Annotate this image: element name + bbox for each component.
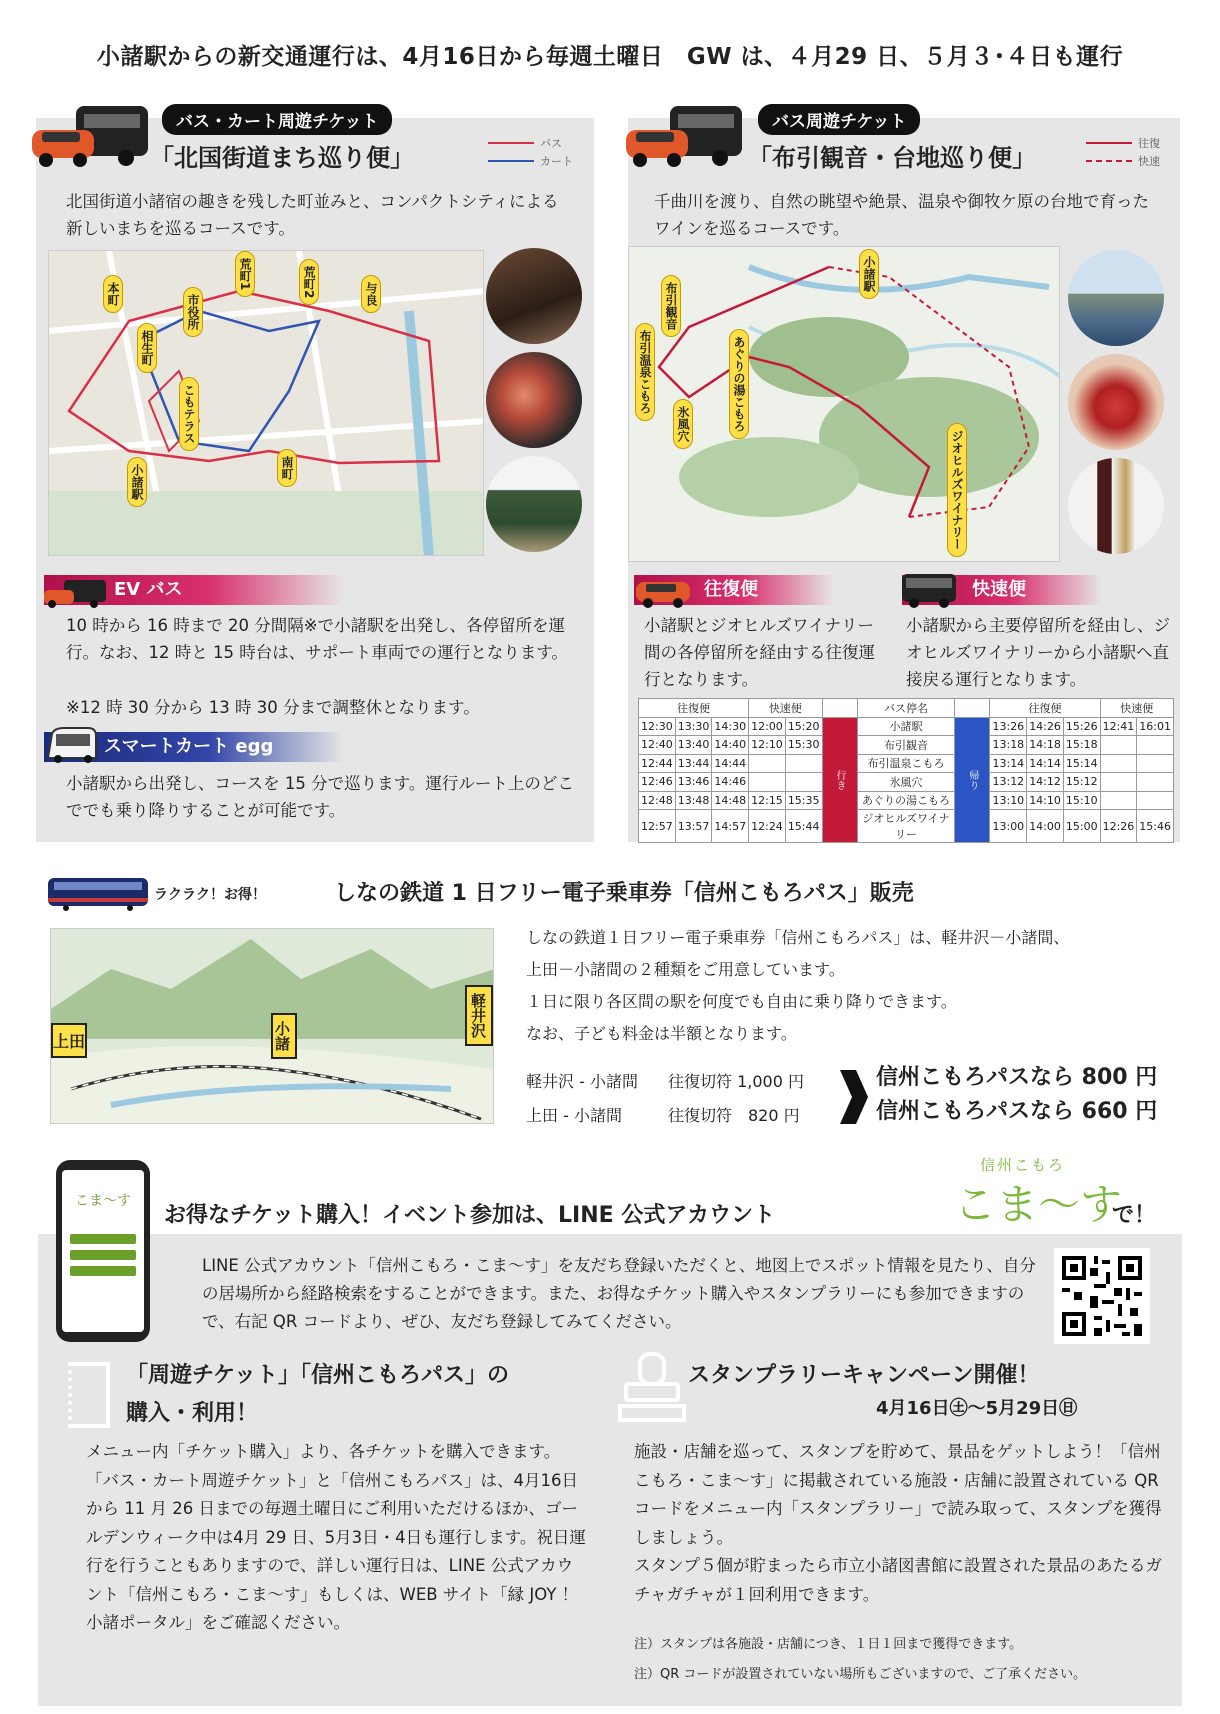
phone-button-1 [70,1234,136,1244]
legend-bus: バス [488,134,573,152]
stop-komoterasu: こもテラス [179,377,199,451]
th-gap-left [822,699,857,718]
timetable [638,698,1174,843]
go-round-time: 13:48 [675,791,712,810]
right-route-desc: 千曲川を渡り、自然の眺望や絶景、温泉や御牧ケ原の台地で育ったワインを巡るコースです。 [654,192,1149,238]
stop-name-cell: ジオヒルズワイナリー [857,810,955,843]
left-route-desc: 北国街道小諸宿の趣きを残した町並みと、コンパクトシティによる新しいまちを巡るコースです。 [66,192,559,238]
pass-price-1: 信州こもろパスなら 800 円 [876,1065,1158,1090]
th-right-round: 往復便 [990,699,1100,718]
stamp-title: スタンプラリーキャンペーン開催！ [688,1363,1040,1388]
go-express-time: 15:44 [785,810,822,843]
arrow-right-icon [836,1064,870,1130]
stop-aguri-no-yu: あぐりの湯こもろ [729,329,749,439]
stop-aramachi2: 荒町2 [299,259,319,305]
qr-code-icon[interactable] [1054,1248,1150,1344]
th-stop: バス停名 [857,699,955,718]
railway-line-4: なお、子ども料金は半額となります。 [526,1024,797,1043]
left-ticket-pill: バス・カート周遊チケット [162,104,392,135]
purchase-title-2: 購入・利用！ [126,1401,259,1426]
go-express-time: 12:10 [749,736,786,755]
go-express-time: 12:00 [749,717,786,736]
legend-line-blue [488,160,534,162]
photo-wine [1068,458,1164,554]
brand-small: 信州こもろ [980,1156,1066,1174]
back-round-time: 15:14 [1063,754,1100,773]
price-normal-2: 往復切符 820 円 [668,1106,800,1125]
timetable-header-row [639,699,1174,718]
photo-food [486,352,582,448]
go-express-time [749,773,786,792]
stamp-note-1: 注）スタンプは各施設・店舗につき、１日１回まで獲得できます。 [634,1637,1023,1652]
back-express-time: 16:01 [1137,717,1174,736]
round-trip-bar: 往復便 [634,575,834,605]
back-round-time: 13:12 [990,773,1027,792]
map-label-karuizawa: 軽井沢 [465,985,493,1046]
legend-line-red [488,142,534,144]
stop-honmachi: 本町 [103,275,123,313]
page-title: 小諸駅からの新交通運行は、4月16日から毎週土曜日 GW は、４月29 日、５月３･４日も運行 [96,44,1124,70]
purchase-title-1: 「周遊チケット」「信州こもろパス」の [126,1363,510,1388]
go-round-time: 13:57 [675,810,712,843]
go-express-time: 12:24 [749,810,786,843]
stop-komoro-station: 小諸駅 [127,457,147,507]
express-bar: 快速便 [902,575,1102,605]
back-express-time [1137,773,1174,792]
photo-pine [486,456,582,552]
left-legend [488,134,573,170]
legend-cart: カート [488,152,573,170]
right-route-title: 「布引観音・台地巡り便」 [748,144,1036,172]
stop-name-cell: 布引観音 [857,736,955,755]
stop-hyofuketsu: 氷風穴 [673,399,693,449]
go-round-time: 14:48 [712,791,749,810]
stamp-note-2: 注）QR コードが設置されていない場所もございますので、ご了承ください。 [634,1667,1087,1682]
stop-nunobiki-onsen: 布引温泉こもろ [635,323,655,421]
go-round-time: 12:40 [639,736,676,755]
train-icon [46,872,150,912]
go-express-time [785,754,822,773]
go-round-time: 13:40 [675,736,712,755]
photo-townscape [486,248,582,344]
timetable-row [639,791,1174,810]
left-route-title: 「北国街道まち巡り便」 [150,144,414,172]
ev-bus-bar: EV バス [44,575,344,605]
photo-river [1068,250,1164,346]
back-express-time: 15:46 [1137,810,1174,843]
phone-button-3 [70,1266,136,1276]
go-round-time: 12:57 [639,810,676,843]
stop-aioicho: 相生町 [137,323,157,373]
back-round-time: 13:10 [990,791,1027,810]
stop-aramachi1: 荒町1 [235,251,255,297]
back-express-time [1137,754,1174,773]
timetable-row [639,717,1174,736]
go-express-time: 12:15 [749,791,786,810]
price-route-1: 軽井沢 - 小諸間 [526,1072,638,1091]
purchase-body: メニュー内「チケット購入」より、各チケットを購入できます。 「バス・カート周遊チケット」と「信州こもろパス」は、4月16日から 11 月 26 日までの毎週土曜日にご利用いただけるほか、ゴールデンウィーク中は4月 29 日、5月3日・4日も運行します。祝日運行を行うこともありますので、詳しい運行日は、LINE 公式アカウント「信州こもろ・こま〜す」もしくは、WEB サイト「縁 JOY ！小諸ポータル」をご確認ください。 [86,1442,586,1632]
go-round-time: 12:48 [639,791,676,810]
back-express-time [1137,791,1174,810]
timetable-row [639,810,1174,843]
round-trip-car-icon [632,572,694,608]
express-bus-icon [898,570,960,608]
line-title-suffix: で！ [1112,1203,1157,1228]
railway-map [50,928,494,1124]
ev-bus-icon [42,578,108,608]
railway-title: しなの鉄道 1 日フリー電子乗車券「信州こもろパス」販売 [334,881,914,906]
back-round-time: 15:12 [1063,773,1100,792]
back-round-time: 14:12 [1027,773,1064,792]
railway-tag: ラクラク！お得！ [154,887,266,903]
phone-button-2 [70,1250,136,1260]
stop-name-cell: 布引温泉こもろ [857,754,955,773]
price-normal-1: 往復切符 1,000 円 [668,1072,804,1091]
right-ticket-pill: バス周遊チケット [758,104,920,135]
left-route-map [48,250,484,556]
go-round-time: 14:44 [712,754,749,773]
go-direction-arrow: 行き [822,717,857,843]
back-round-time: 15:26 [1063,717,1100,736]
back-express-time [1100,736,1137,755]
timetable-row [639,736,1174,755]
go-round-time: 13:44 [675,754,712,773]
back-round-time: 15:10 [1063,791,1100,810]
railway-line-2: 上田－小諸間の２種類をご用意しています。 [526,960,845,979]
right-route-map [628,246,1060,562]
smart-cart-text: 小諸駅から出発し、コースを 15 分で巡ります。運行ルート上のどこででも乗り降りすることが可能です。 [66,774,574,820]
stop-name-cell: あぐりの湯こもろ [857,791,955,810]
ev-bus-note: ※12 時 30 分から 13 時 30 分まで調整休となります。 [66,698,480,717]
timetable-row [639,773,1174,792]
back-round-time: 14:00 [1027,810,1064,843]
stamp-icon [616,1350,688,1428]
railway-desc [526,922,1186,1050]
go-express-time: 15:35 [785,791,822,810]
stamp-body: 施設・店舗を巡って、スタンプを貯めて、景品をゲットしよう！「信州こもろ・こま〜す」に掲載されている施設・店舗に設置されている QR コードをメニュー内「スタンプラリー」で読み取って、スタンプを獲得しましょう。 スタンプ５個が貯まったら市立小諸図書館に設置された景品のあたるガチャガチャが１回利用できます。 [634,1442,1162,1604]
back-round-time: 13:14 [990,754,1027,773]
back-express-time [1100,791,1137,810]
map-label-komoro: 小諸 [271,1013,297,1059]
back-round-time: 15:18 [1063,736,1100,755]
go-round-time: 14:57 [712,810,749,843]
stamp-date: 4月16日㊏〜5月29日㊐ [876,1398,1078,1419]
line-title: お得なチケット購入！イベント参加は、LINE 公式アカウント [164,1203,776,1228]
brand-logo: こま〜す [954,1180,1123,1229]
railway-line-3: １日に限り各区間の駅を何度でも自由に乗り降りできます。 [526,992,957,1011]
back-round-time: 14:10 [1027,791,1064,810]
th-left-express: 快速便 [749,699,822,718]
th-gap-right [955,699,990,718]
go-round-time: 13:30 [675,717,712,736]
back-round-time: 14:18 [1027,736,1064,755]
bus-car-illustration-right [620,102,746,170]
phone-brand: こま〜す [75,1193,131,1209]
express-text: 小諸駅から主要停留所を経由し、ジオヒルズワイナリーから小諸駅へ直接戻る運行となります。 [906,616,1170,689]
phone-screen [62,1170,144,1332]
stop-yora: 与良 [361,275,381,313]
go-round-time: 12:44 [639,754,676,773]
ticket-icon [68,1362,110,1428]
map-label-ueda: 上田 [51,1023,87,1058]
go-express-time: 15:30 [785,736,822,755]
go-express-time [785,773,822,792]
legend-line-solid [1086,142,1132,144]
go-round-time: 14:30 [712,717,749,736]
pass-price-2: 信州こもろパスなら 660 円 [876,1099,1158,1124]
timetable-row [639,754,1174,773]
th-right-express: 快速便 [1100,699,1173,718]
back-express-time [1100,754,1137,773]
legend-line-dashed [1086,160,1132,162]
photo-strawberry [1068,354,1164,450]
th-left-round: 往復便 [639,699,749,718]
legend-round-trip: 往復 [1086,134,1160,152]
round-trip-text: 小諸駅とジオヒルズワイナリー間の各停留所を経由する往復運行となります。 [644,616,875,689]
stop-minamimachi: 南町 [277,449,297,487]
smart-cart-bar: スマートカート egg [44,732,344,762]
stop-name-cell: 氷風穴 [857,773,955,792]
back-express-time [1137,736,1174,755]
back-express-time: 12:26 [1100,810,1137,843]
line-body: LINE 公式アカウント「信州こもろ・こま〜す」を友だち登録いただくと、地図上でスポット情報を見たり、自分の居場所から経路検索をすることができます。また、お得なチケット購入やスタンプラリーにも参加できますので、右記 QR コードより、ぜひ、友だち登録してみてください。 [202,1256,1036,1331]
back-round-time: 13:00 [990,810,1027,843]
back-round-time: 14:26 [1027,717,1064,736]
go-express-time [749,754,786,773]
go-express-time: 15:20 [785,717,822,736]
go-round-time: 12:30 [639,717,676,736]
back-direction-arrow: 帰り [955,717,990,843]
right-legend [1086,134,1160,170]
back-round-time: 15:00 [1063,810,1100,843]
back-express-time [1100,773,1137,792]
bus-car-illustration [26,102,152,170]
phone-mockup [56,1160,150,1342]
stop-name-cell: 小諸駅 [857,717,955,736]
go-round-time: 13:46 [675,773,712,792]
legend-express: 快速 [1086,152,1160,170]
go-round-time: 14:40 [712,736,749,755]
back-round-time: 14:14 [1027,754,1064,773]
railway-line-1: しなの鉄道１日フリー電子乗車券「信州こもろパス」は、軽井沢－小諸間、 [526,928,1070,947]
stop-geohills-winery: ジオヒルズワイナリー [947,423,967,557]
back-round-time: 13:18 [990,736,1027,755]
price-route-2: 上田 - 小諸間 [526,1106,622,1125]
ev-bus-text: 10 時から 16 時まで 20 分間隔※で小諸駅を出発し、各停留所を運行。なお、12 時と 15 時台は、サポート車両での運行となります。 [66,616,568,662]
stop-nunobiki-kannon: 布引観音 [661,275,681,337]
timetable-body [639,717,1174,843]
go-round-time: 14:46 [712,773,749,792]
back-round-time: 13:26 [990,717,1027,736]
go-round-time: 12:46 [639,773,676,792]
back-express-time: 12:41 [1100,717,1137,736]
smart-cart-icon [44,726,100,764]
stop-shiyakusho: 市役所 [183,287,203,337]
stop-komoro-station-r: 小諸駅 [859,249,879,299]
